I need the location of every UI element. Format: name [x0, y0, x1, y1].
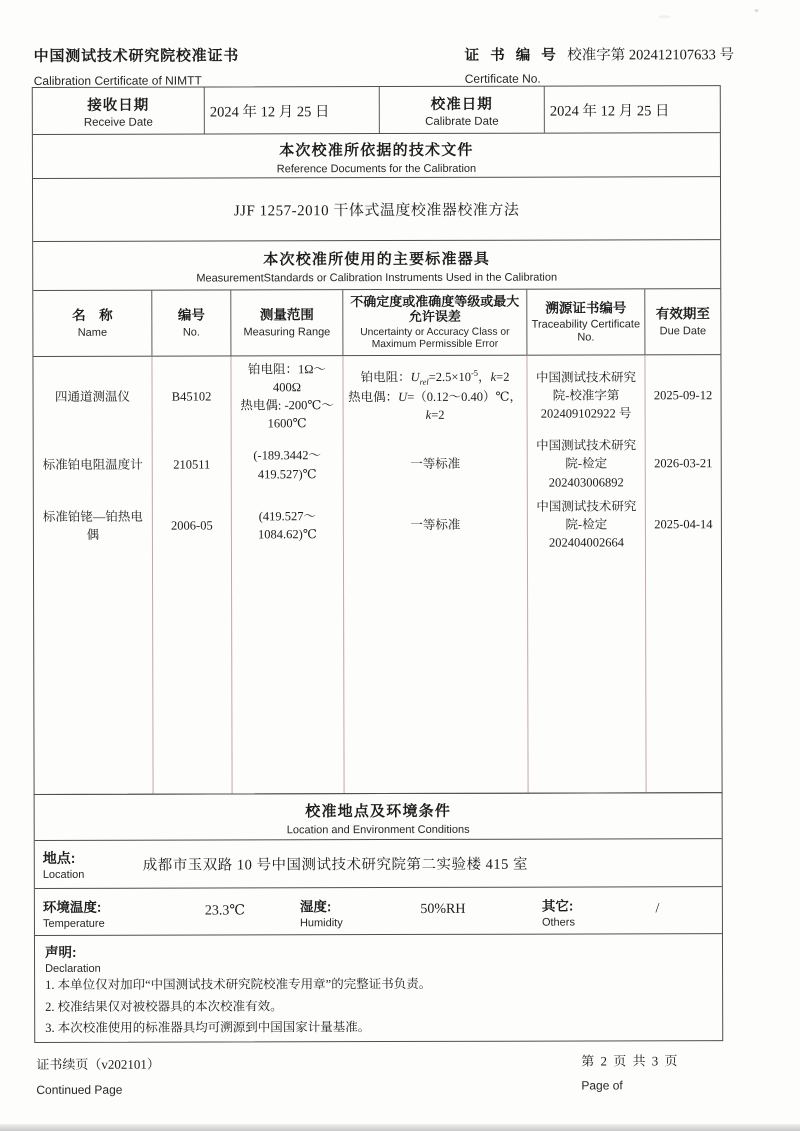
table-cell: 2006-05 [171, 518, 213, 533]
table-cell: (-189.3442～419.527)℃ [253, 448, 322, 481]
location-label-cn: 地点: [42, 849, 76, 866]
table-cell: 一等标准 [410, 457, 461, 472]
body-column-range [231, 356, 344, 793]
humidity-value: 50%RH [420, 901, 466, 917]
others-label-cn: 其它: [541, 898, 574, 914]
certificate-number-label-en: Certificate No. [464, 71, 541, 86]
standards-section-title [33, 240, 720, 291]
col-range-en: Measuring Range [243, 325, 331, 339]
location-row [35, 839, 722, 889]
body-column-no [152, 356, 232, 793]
footer-continued-page-cn: 证书续页（v202101） [36, 1056, 160, 1072]
range-line-2: 热电偶: -200℃～1600℃ [240, 398, 334, 431]
col-name-cn: 名 称 [72, 307, 113, 324]
humidity-label [300, 895, 343, 929]
others-value: / [655, 901, 660, 917]
table-cell: 标准铂电阻温度计 [42, 458, 143, 473]
column-header-name [33, 291, 152, 356]
temperature-label [43, 896, 105, 930]
table-cell: (419.527～1084.62)℃ [258, 509, 317, 542]
certificate-number-line [465, 43, 734, 65]
col-due-cn: 有效期至 [655, 306, 710, 322]
calibrate-date-label-cn: 校准日期 [430, 96, 493, 113]
column-header-due [645, 289, 720, 354]
coverage-factor: k [425, 408, 432, 423]
reference-title-en: Reference Documents for the Calibration [276, 162, 477, 176]
range-line-1: 铂电阻：1Ω～400Ω [247, 361, 327, 395]
column-header-no [152, 290, 231, 355]
table-cell [343, 356, 526, 436]
receive-date-label-cn: 接收日期 [87, 97, 150, 114]
scan-speck [755, 9, 759, 12]
footer-right [581, 1050, 679, 1092]
standards-table-header [33, 289, 720, 357]
table-cell: 2026-03-21 [654, 456, 713, 471]
footer-page-number-en: Page of [581, 1078, 623, 1093]
humidity-label-en: Humidity [299, 917, 343, 930]
unc-symbol: U [398, 390, 408, 405]
receive-date-value: 2024 年 12 月 25 日 [205, 87, 380, 133]
body-column-name [33, 357, 153, 794]
calibrate-date-label-en: Calibrate Date [425, 115, 499, 128]
coverage-factor: k [490, 370, 497, 385]
reference-title-cn: 本次校准所依据的技术文件 [279, 141, 474, 160]
unc-pre: 铂电阻： [360, 370, 411, 385]
standards-title-cn: 本次校准所使用的主要标准器具 [263, 250, 491, 269]
temperature-label-en: Temperature [42, 917, 105, 930]
certificate-number-label: 证 书 编 号 [464, 47, 560, 64]
page-title: 中国测试技术研究院校准证书 [33, 47, 240, 65]
table-cell: 一等标准 [410, 517, 461, 532]
uncertainty-line-1 [361, 367, 510, 388]
table-cell: 2025-09-12 [653, 388, 713, 403]
scan-speck [659, 15, 671, 18]
uncertainty-line-3 [426, 406, 445, 424]
declaration-title-cn: 声明: [44, 944, 77, 960]
calibrate-date-value: 2024 年 12 月 25 日 [549, 102, 670, 120]
col-trace-cn: 溯源证书编号 [545, 300, 627, 316]
environment-row [35, 887, 722, 936]
table-cell: 标准铂铑—铂热电偶 [42, 509, 143, 542]
location-section-title [35, 793, 722, 841]
standards-title-en: MeasurementStandards or Calibration Instruments Used in the Calibration [196, 271, 558, 285]
table-cell: 中国测试技术研究院-检定 202404002664 [536, 499, 637, 550]
unc-subscript: rel [419, 376, 429, 387]
location-title-en: Location and Environment Conditions [286, 823, 470, 837]
col-name-en: Name [77, 326, 108, 339]
declaration-item: 1. 本单位仅对加印“中国测试技术研究院校准专用章”的完整证书负责。 [45, 976, 432, 992]
uncertainty-line-2 [348, 388, 522, 407]
document-header [34, 44, 240, 88]
body-column-traceability [527, 355, 646, 792]
receive-date-label-cell [33, 88, 205, 134]
col-trace-en: Traceability Certificate No. [531, 318, 641, 344]
coverage-value: =2 [496, 370, 510, 385]
unc-symbol: U [410, 370, 420, 385]
declaration-item: 2. 校准结果仅对被校器具的本次校准有效。 [45, 998, 283, 1014]
col-range-cn: 测量范围 [259, 307, 314, 323]
location-label-en: Location [42, 868, 85, 881]
table-cell [231, 356, 342, 436]
table-cell: 210511 [173, 457, 211, 473]
unc-pre: 热电偶： [348, 390, 399, 405]
temperature-value: 23.3℃ [204, 903, 246, 919]
scan-page-edge [0, 1124, 800, 1131]
unc-mid: =2.5×10 [428, 370, 471, 385]
temperature-label-cn: 环境温度: [42, 899, 102, 915]
dates-row [33, 86, 720, 135]
table-cell: 2025-04-14 [654, 517, 713, 532]
location-environment-box [34, 792, 724, 1043]
table-cell: 中国测试技术研究院-校准字第 202409102922 号 [535, 370, 637, 421]
column-header-uncertainty [343, 290, 527, 355]
col-no-en: No. [182, 326, 200, 339]
declaration-title-en: Declaration [45, 962, 101, 975]
footer-continued-page-en: Continued Page [36, 1082, 123, 1097]
coverage-value: =2 [431, 408, 445, 423]
body-column-due [645, 355, 721, 792]
col-uncertainty-cn: 不确定度或准确度等级或最大允许误差 [350, 293, 520, 325]
body-column-uncertainty [343, 356, 528, 793]
others-label-en: Others [541, 916, 575, 929]
humidity-label-cn: 湿度: [299, 899, 332, 915]
calibrate-date-label-cell [380, 87, 545, 133]
certificate-number-value: 校准字第 202412107633 号 [567, 47, 735, 64]
standards-table-body [33, 355, 721, 794]
main-table [32, 85, 723, 795]
table-cell: 四通道测温仪 [55, 389, 131, 404]
certificate-number-block [465, 43, 734, 86]
col-due-en: Due Date [659, 324, 707, 338]
others-label [542, 895, 575, 929]
footer-page-number-cn: 第 2 页 共 3 页 [581, 1053, 680, 1069]
declaration-section [35, 934, 722, 1042]
reference-section-title [33, 133, 720, 179]
footer-left [36, 1054, 160, 1097]
receive-date-label-en: Receive Date [83, 116, 153, 129]
col-uncertainty-en: Uncertainty or Accuracy Class or Maximum Permissible Error [360, 326, 510, 351]
unc-tail: =（0.12～0.40）℃， [407, 390, 522, 405]
location-label [43, 848, 103, 881]
table-cell: 中国测试技术研究院-检定 202403006892 [536, 438, 637, 490]
unc-comma: ， [478, 370, 491, 385]
unc-exponent: -5 [470, 368, 479, 379]
page-title-en: Calibration Certificate of NIMTT [33, 73, 202, 88]
table-cell: B45102 [171, 389, 212, 404]
column-header-traceability [527, 289, 645, 354]
declaration-item: 3. 本次校准使用的标准器具均可溯源到中国国家计量基准。 [45, 1020, 371, 1035]
column-header-range [231, 290, 343, 355]
location-value: 成都市玉双路 10 号中国测试技术研究院第二实验楼 415 室 [142, 856, 529, 874]
reference-document-value: JJF 1257-2010 干体式温度校准器校准方法 [33, 177, 720, 242]
col-no-cn: 编号 [177, 307, 205, 323]
location-title-cn: 校准地点及环境条件 [305, 802, 452, 821]
